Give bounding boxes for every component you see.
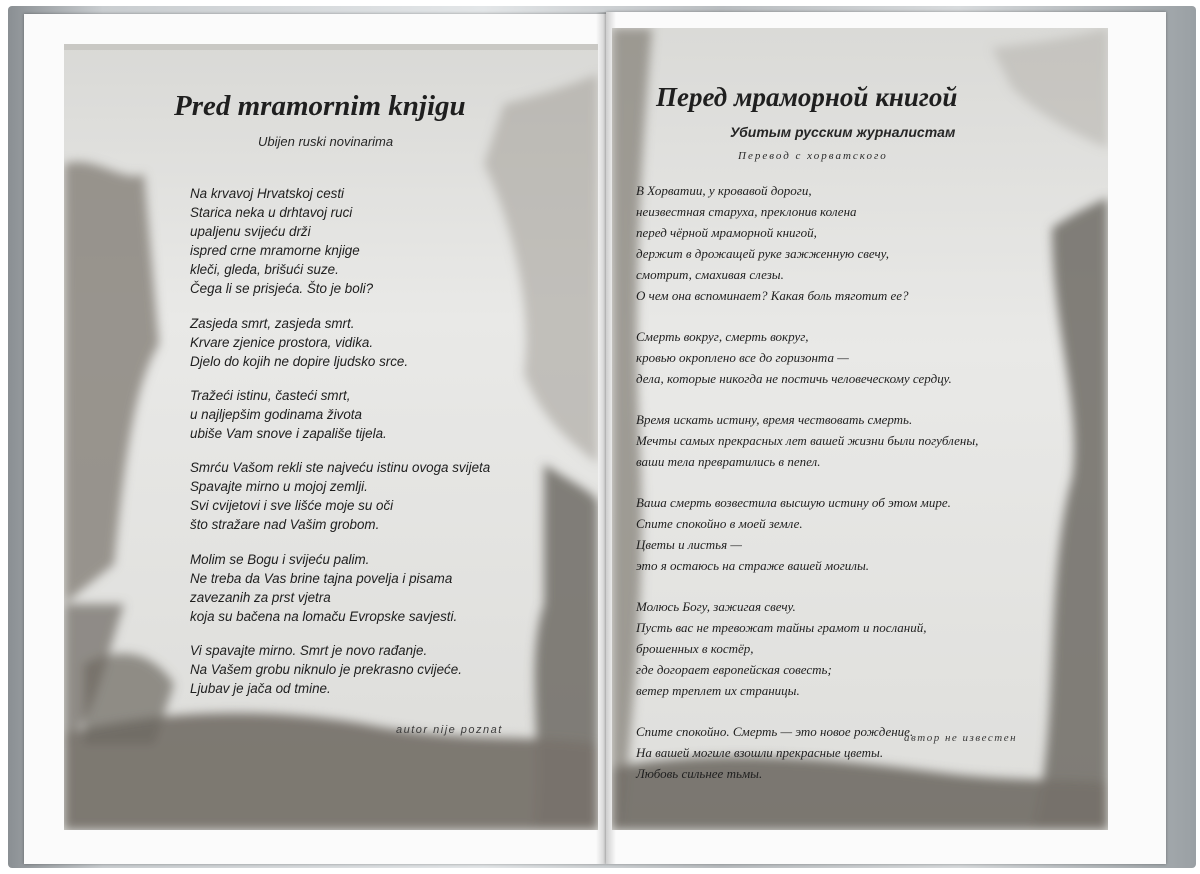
poem-line: дела, которые никогда не постичь человеческому сердцу. [636, 371, 952, 386]
left-illustrated-panel [64, 44, 598, 830]
poem-line: Цветы и листья — [636, 537, 742, 552]
left-poem-title: Pred mramornim knjigu [174, 90, 466, 122]
left-stanza-1 [190, 184, 590, 299]
left-stanza-2 [190, 314, 590, 371]
left-text-layer [64, 44, 598, 830]
poem-line: Na krvavoj Hrvatskoj cesti [190, 186, 345, 201]
poem-line: это я остаюсь на страже вашей могилы. [636, 558, 870, 573]
right-poem-dedication: Убитым русским журналистам [730, 124, 956, 140]
right-stanza-4 [636, 492, 1106, 576]
poem-line: На вашей могиле взошли прекрасные цветы. [636, 745, 884, 760]
poem-line: Spavajte mirno u mojoj zemlji. [190, 479, 368, 495]
poem-line: Ne treba da Vas brine tajna povelja i pisama [190, 570, 453, 586]
poem-line: В Хорватии, у кровавой дороги, [636, 183, 812, 198]
left-author-credit: autor nije poznat [396, 724, 503, 736]
left-stanza-5 [190, 550, 590, 626]
poem-line: смотрит, смахивая слезы. [636, 267, 784, 282]
left-stanza-4 [190, 458, 590, 534]
poem-line: zavezanih za prst vjetra [190, 589, 331, 605]
poem-line: Smrću Vašom rekli ste najveću istinu ovoga svijeta [190, 460, 491, 476]
poem-line: Пусть вас не тревожат тайны грамот и посланий, [636, 620, 927, 635]
right-stanza-2 [636, 326, 1106, 389]
poem-line: О чем она вспоминает? Какая боль тяготит ее? [636, 288, 909, 303]
right-poem-title: Перед мраморной книгой [656, 82, 958, 112]
poem-line: Djelo do kojih ne dopire ljudsko srce. [190, 353, 409, 369]
left-poem-body [190, 184, 590, 713]
right-stanza-5 [636, 596, 1106, 701]
poem-line: перед чёрной мраморной книгой, [636, 225, 817, 240]
poem-line: Vi spavajte mirno. Smrt je novo rađanje. [190, 642, 428, 658]
poem-line: держит в дрожащей руке зажженную свечу, [636, 246, 890, 261]
right-translation-note: Перевод с хорватского [738, 150, 888, 162]
left-poem-dedication: Ubijen ruski novinarima [258, 134, 394, 149]
poem-line: upaljenu svijeću drži [190, 224, 311, 240]
right-stanza-6 [636, 721, 1106, 784]
poem-line: Мечты самых прекрасных лет вашей жизни были погублены, [636, 433, 979, 448]
poem-line: где догорает европейская совесть; [636, 662, 832, 677]
poem-line: Krvare zjenice prostora, vidika. [190, 334, 374, 350]
poem-line: Спите спокойно. Смерть — это новое рождение. [636, 724, 914, 739]
poem-line: неизвестная старуха, преклонив колена [636, 204, 857, 219]
poem-line: koja su bačena na lomaču Evropske savjesti. [190, 608, 458, 624]
poem-line: u najljepšim godinama života [190, 406, 362, 422]
poem-line: kleči, gleda, brišući suze. [190, 262, 339, 278]
poem-line: Svi cvijetovi i sve lišće moje su oči [190, 498, 394, 514]
poem-line: Starica neka u drhtavoj ruci [190, 205, 353, 221]
poem-line: брошенных в костёр, [636, 641, 754, 656]
left-stanza-3 [190, 386, 590, 443]
right-stanza-3 [636, 409, 1106, 472]
right-illustrated-panel [612, 28, 1108, 830]
poem-line: Na Vašem grobu niknulo je prekrasno cvijeće. [190, 661, 462, 677]
poem-line: Время искать истину, время чествовать смерть. [636, 412, 913, 427]
poem-line: Tražeći istinu, časteći smrt, [190, 387, 351, 403]
poem-line: ubiše Vam snove i zapališe tijela. [190, 426, 387, 442]
right-poem-body [636, 180, 1106, 804]
poem-line: Zasjeda smrt, zasjeda smrt. [190, 315, 355, 331]
poem-line: Molim se Bogu i svijeću palim. [190, 551, 370, 567]
poem-line: Ваша смерть возвестила высшую истину об этом мире. [636, 495, 951, 510]
poem-line: ветер треплет их страницы. [636, 683, 800, 698]
poem-line: Любовь сильнее тьмы. [636, 766, 763, 781]
poem-line: što stražare nad Vašim grobom. [190, 517, 380, 533]
poem-line: Молюсь Богу, зажигая свечу. [636, 599, 796, 614]
right-stanza-1 [636, 180, 1106, 306]
poem-line: ваши тела превратились в пепел. [636, 454, 821, 469]
right-text-layer [612, 28, 1108, 830]
poem-line: Спите спокойно в моей земле. [636, 516, 803, 531]
right-author-credit: автор не известен [904, 732, 1018, 744]
poem-line: ispred crne mramorne knjige [190, 243, 360, 259]
poem-line: Čega li se prisjeća. Što je boli? [190, 281, 374, 297]
poem-line: Ljubav je jača od tmine. [190, 681, 331, 697]
poem-line: кровью окроплено все до горизонта — [636, 350, 849, 365]
left-stanza-6 [190, 641, 590, 698]
poem-line: Смерть вокруг, смерть вокруг, [636, 329, 809, 344]
